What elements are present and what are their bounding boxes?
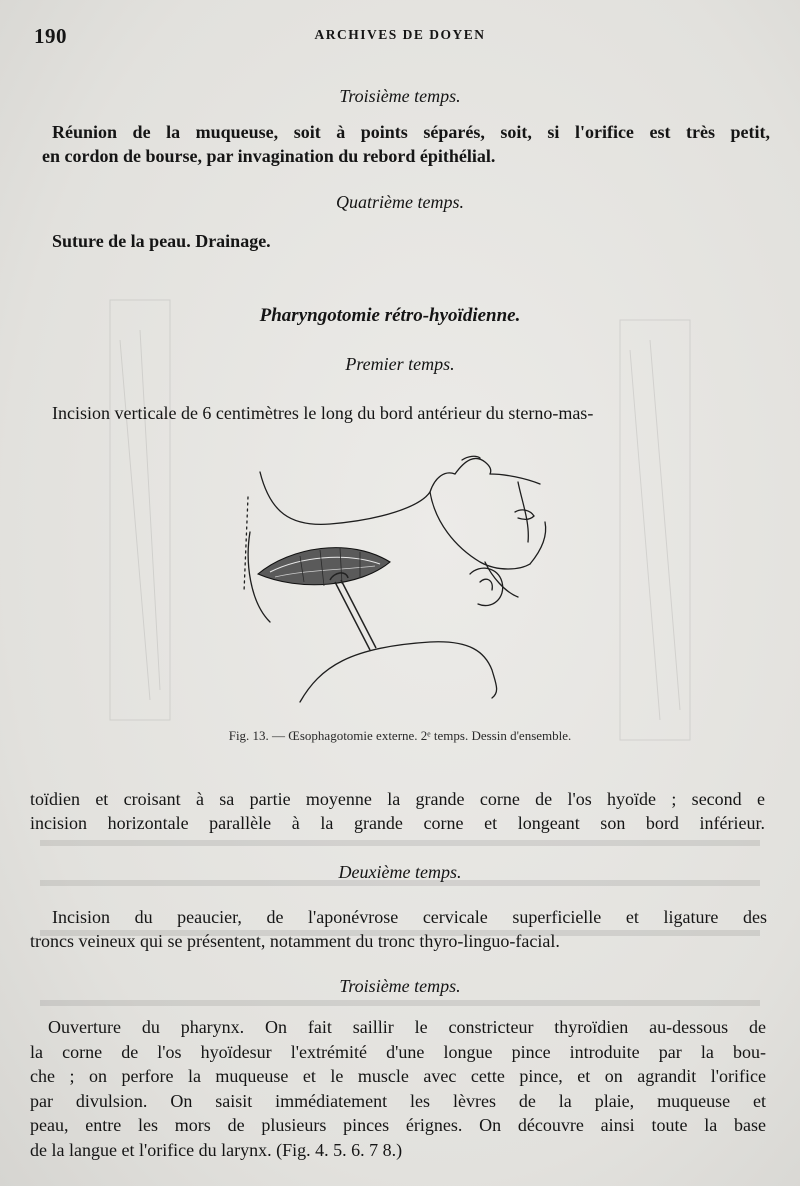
anatomical-illustration [230,452,570,708]
text-line: Incision verticale de 6 centimètres le long du bord antérieur du sterno-mas- [52,403,594,423]
paragraph-ouverture-pharynx [30,1015,766,1163]
text-line: Incision du peaucier, de l'aponévrose cervicale superficielle et ligature des [52,907,767,927]
figure-caption: Fig. 13. — Œsophagotomie externe. 2ᵉ temps. Dessin d'ensemble. [228,728,572,743]
text-line: en cordon de bourse, par invagination du rebord épithélial. [42,146,496,166]
paragraph-incision-continued [30,787,765,835]
text-line: de la langue et l'orifice du larynx. (Fig. 4. 5. 6. 7 8.) [30,1139,403,1160]
section-heading-premier-temps: Premier temps. [345,354,455,374]
running-title: ARCHIVES DE DOYEN [314,27,486,42]
section-heading-troisieme-temps: Troisième temps. [339,86,461,106]
text-line: troncs veineux qui se présentent, notamment du tronc thyro-linguo-facial. [30,931,560,951]
text-line: Réunion de la muqueuse, soit à points séparés, soit, si l'orifice est très petit, [52,122,770,142]
section-heading-quatrieme-temps: Quatrième temps. [336,192,464,212]
paragraph-incision-peaucier [30,905,767,953]
text-line: toïdien et croisant à sa partie moyenne la grande corne de l'os hyoïde ; second e [30,789,765,809]
section-heading-troisieme-temps-2: Troisième temps. [339,976,461,996]
text-line: peau, entre les mors de plusieurs pinces érignes. On découvre ainsi toute la base [30,1115,766,1136]
paragraph-suture: Suture de la peau. Drainage. [52,231,271,251]
section-title-pharyngotomie: Pharyngotomie rétro-hyoïdienne. [259,305,521,326]
paragraph-reunion [42,120,770,168]
text-line: incision horizontale parallèle à la grande corne et longeant son bord inférieur. [30,813,765,833]
text-line: par divulsion. On saisit immédiatement les lèvres de la plaie, muqueuse et [30,1090,766,1111]
text-line: che ; on perfore la muqueuse et le muscle avec cette pince, et on agrandit l'orifice [30,1066,766,1087]
page-number: 190 [34,24,67,48]
text-line: Ouverture du pharynx. On fait saillir le constricteur thyroïdien au-dessous de [48,1017,766,1037]
text-line: la corne de l'os hyoïdesur l'extrémité d'une longue pince introduite par la bou- [30,1041,766,1062]
section-heading-deuxieme-temps: Deuxième temps. [338,862,462,882]
paragraph-incision-verticale [52,401,740,425]
